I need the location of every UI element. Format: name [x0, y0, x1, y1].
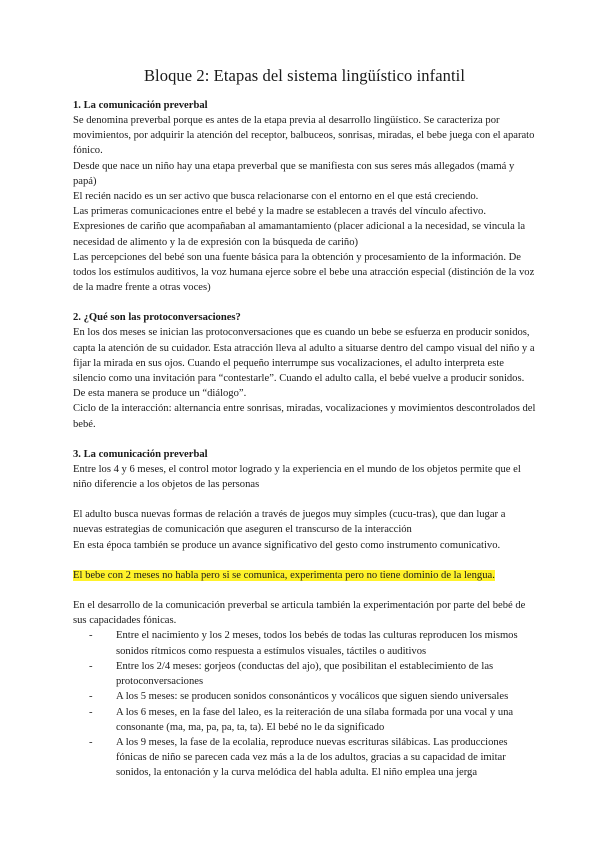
spacer [73, 583, 536, 598]
list-item: - Entre el nacimiento y los 2 meses, todos los bebés de todas las culturas reproducen los mismos sonidos rítmicos como respuesta a estímulos visuales, táctiles o auditivos [89, 628, 536, 658]
spacer [73, 295, 536, 310]
paragraph: Expresiones de cariño que acompañaban al amamantamiento (placer adicional a la necesidad, se vincula la necesidad de alimento y la de expresión con la búsqueda de cariño) [73, 221, 526, 248]
paragraph: Las percepciones del bebé son una fuente básica para la obtención y procesamiento de la información. De todos los estímulos auditivos, la voz humana ejerce sobre el bebe una atracción especial (distinción de la voz de la madre frente a otras voces) [73, 251, 535, 294]
section-2 [73, 310, 536, 431]
paragraph: Las primeras comunicaciones entre el bebé y la madre se establecen a través del vínculo afectivo. [73, 206, 486, 218]
spacer [73, 553, 536, 568]
highlighted-note [73, 568, 536, 583]
paragraph: En el desarrollo de la comunicación preverbal se articula también la experimentación por parte del bebé de sus capacidades fónicas. [73, 600, 526, 627]
spacer [73, 432, 536, 447]
paragraph: En esta época también se produce un avance significativo del gesto como instrumento comunicativo. [73, 539, 501, 551]
bullet-list [73, 628, 536, 780]
list-item: - Entre los 2/4 meses: gorjeos (conductas del ajo), que posibilitan el establecimiento de las protoconversaciones [89, 659, 536, 689]
page-title: Bloque 2: Etapas del sistema lingüístico infantil [143, 66, 466, 85]
paragraph: Se denomina preverbal porque es antes de la etapa previa al desarrollo lingüístico. Se caracteriza por movimientos, por adquirir la atención del receptor, balbuceos, sonrisas, miradas, el bebe juega con el aparato fónico. [73, 115, 535, 157]
list-item: - A los 9 meses, la fase de la ecolalia, reproduce nuevas escrituras silábicas. Las producciones fónicas de niño se parecen cada vez más a la de los adultos, gracias a su capacidad de imitar sonidos, la entonación y la curva melódica del habla adulta. El niño emplea una jerga [89, 735, 536, 781]
list-item: - A los 5 meses: se producen sonidos consonánticos y vocálicos que siguen siendo universales [89, 689, 536, 704]
paragraph: El adulto busca nuevas formas de relación a través de juegos muy simples (cucu-tras), que dan lugar a nuevas estrategias de comunicación que aseguren el transcurso de la interacción [73, 509, 506, 536]
section-heading: 1. La comunicación preverbal [73, 100, 208, 111]
section-heading: 2. ¿Qué son las protoconversaciones? [73, 312, 241, 324]
highlight-text: El bebe con 2 meses no habla pero si se comunica, experimenta pero no tiene dominio de la lengua. [73, 569, 495, 581]
paragraph: Ciclo de la interacción: alternancia entre sonrisas, miradas, vocalizaciones y movimientos descontrolados del bebé. [73, 403, 536, 430]
section-1 [73, 98, 536, 295]
spacer [73, 492, 536, 507]
paragraph: En los dos meses se inician las protoconversaciones que es cuando un bebe se esfuerza en producir sonidos, capta la atención de su cuidador. Esta atracción lleva al adulto a situarse dentro del campo visual del niño y a fijar la mirada en sus ojos. Cuando el pequeño interrumpe sus vocalizaciones, el adulto interpreta este silencio como una invitación para “contestarle”. Cuando el adulto calla, el bebé vuelve a producir sonidos. De esta manera se produce un “diálogo”. [73, 327, 535, 400]
paragraph: Entre los 4 y 6 meses, el control motor logrado y la experiencia en el mundo de los objetos permite que el niño diferencie a los objetos de las personas [73, 463, 521, 491]
section-heading: 3. La comunicación preverbal [73, 448, 208, 460]
list-item: - A los 6 meses, en la fase del laleo, es la reiteración de una sílaba formada por una vocal y una consonante (ma, ma, pa, pa, ta, ta). El bebé no le da significado [89, 705, 536, 735]
paragraph: Desde que nace un niño hay una etapa preverbal que se manifiesta con sus seres más allegados (mamá y papá) [73, 160, 515, 187]
paragraph: El recién nacido es un ser activo que busca relacionarse con el entorno en el que está creciendo. [73, 191, 479, 203]
section-3 [73, 447, 536, 781]
